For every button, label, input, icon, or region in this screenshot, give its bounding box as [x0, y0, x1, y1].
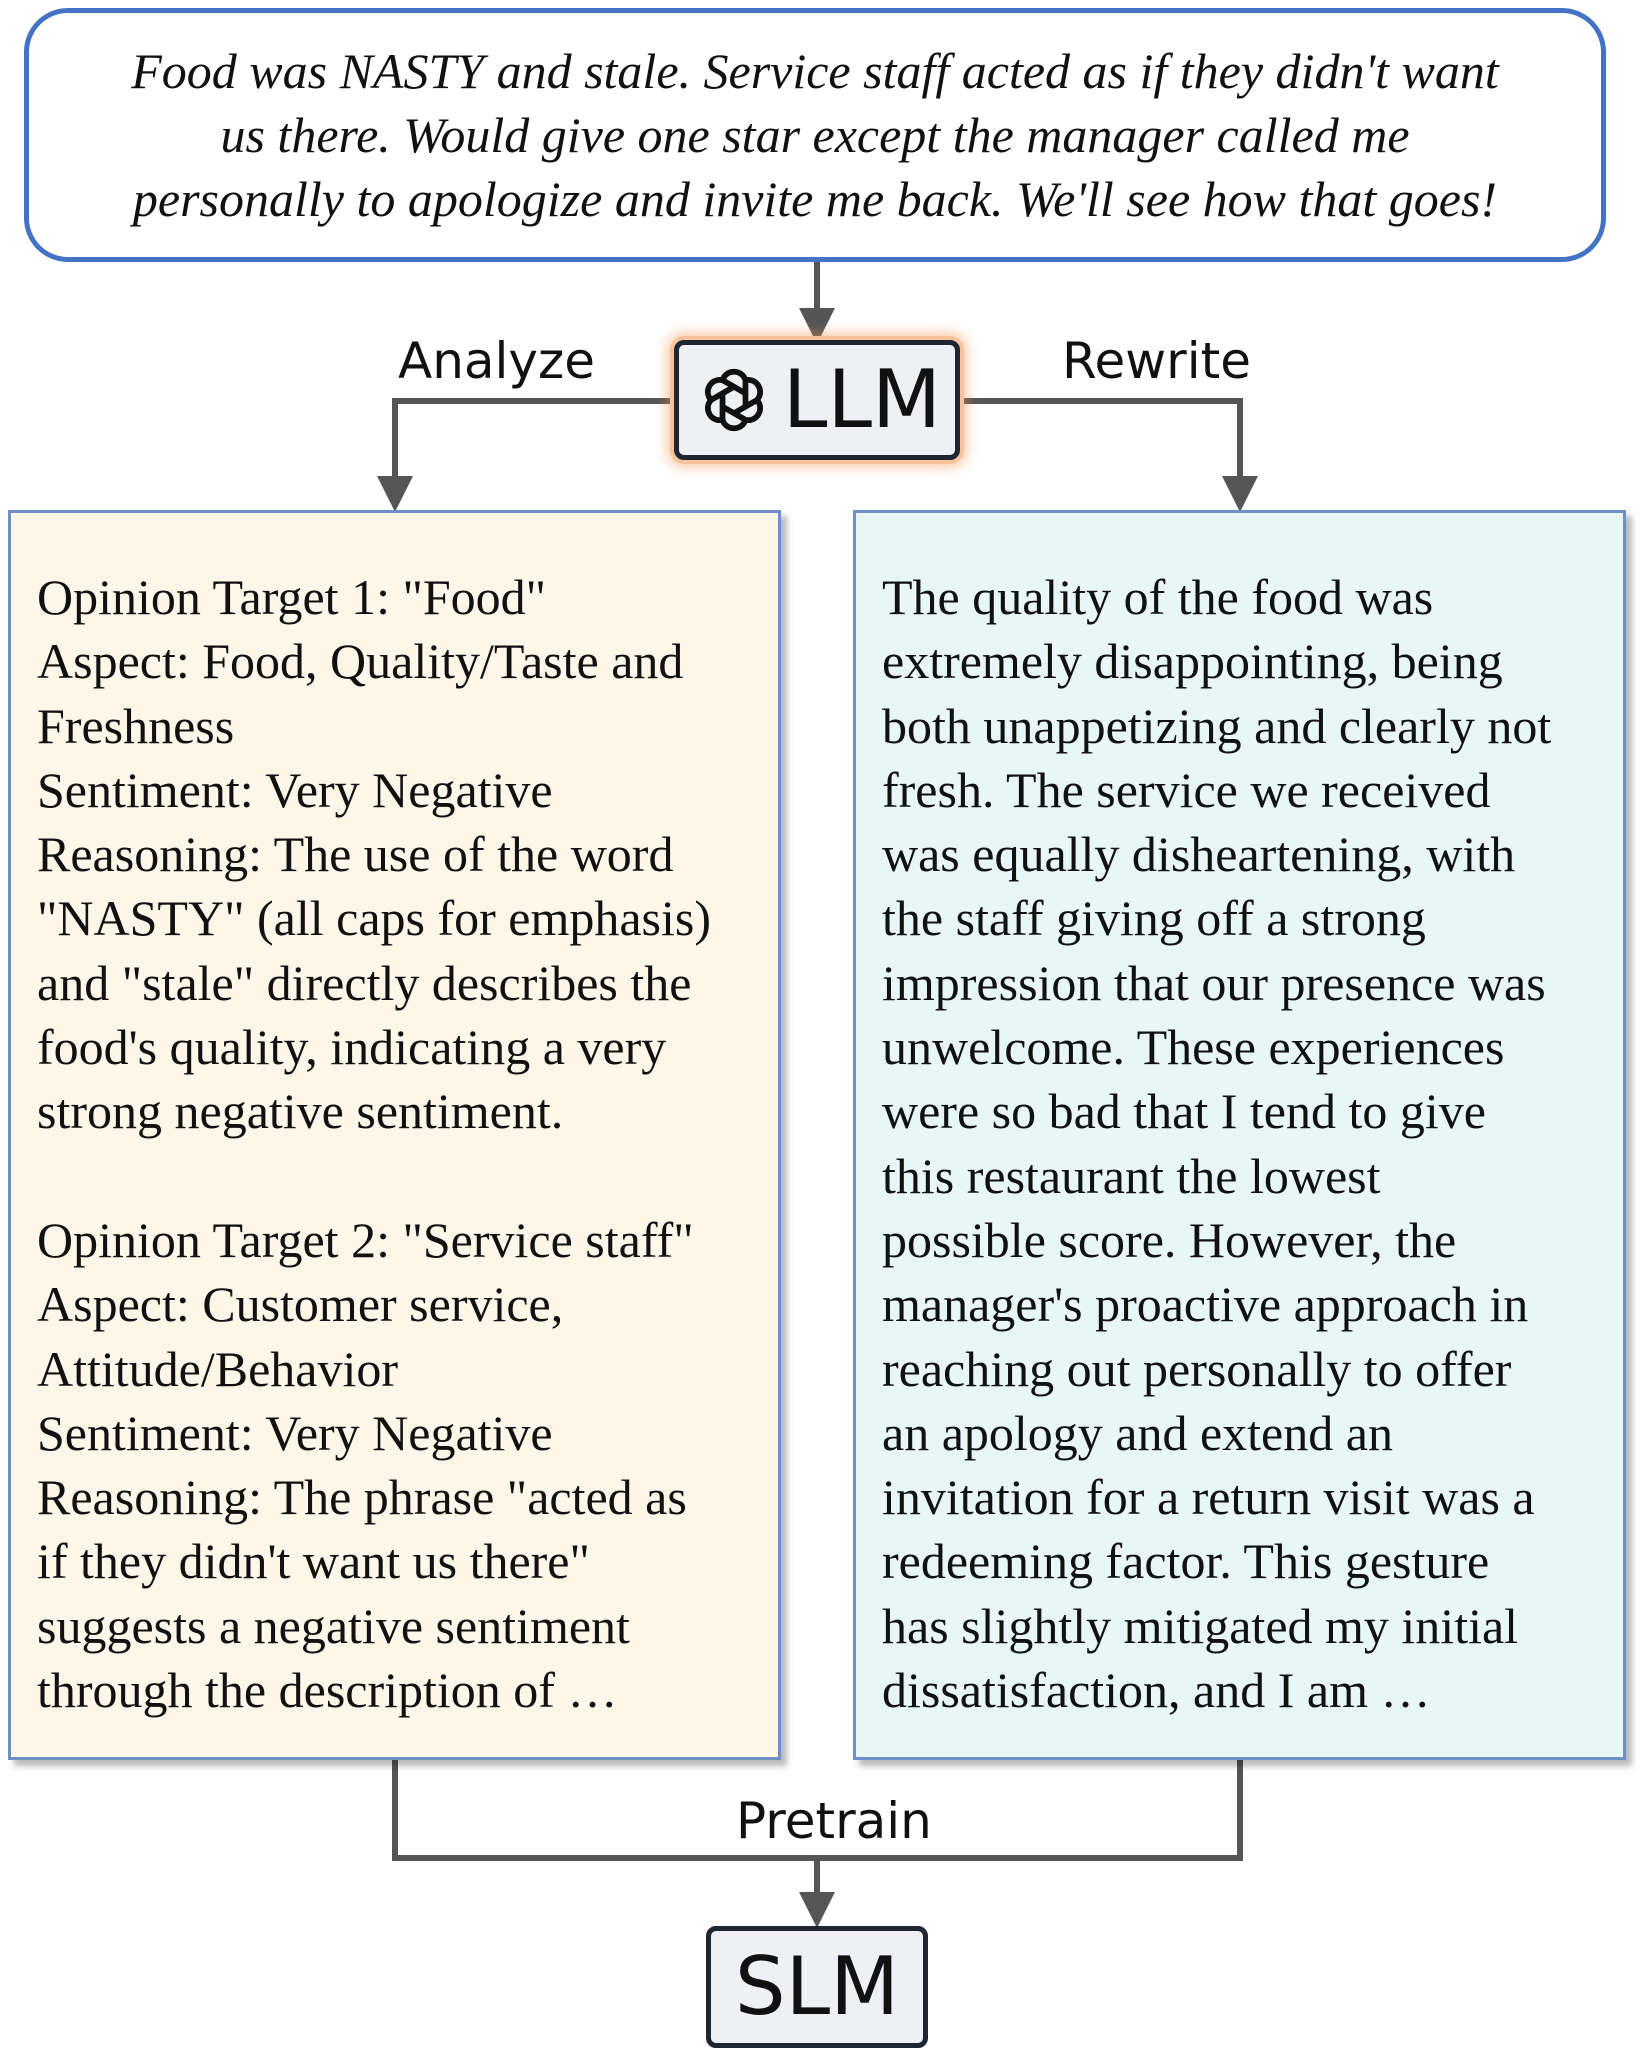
rewrite-line: an apology and extend an [882, 1404, 1393, 1461]
analysis-line: Sentiment: Very Negative [37, 1404, 553, 1461]
llm-label: LLM [782, 353, 942, 446]
analysis-line: and "stale" directly describes the [37, 954, 692, 1011]
rewrite-arrow [964, 401, 1240, 506]
analysis-line: if they didn't want us there" [37, 1533, 590, 1590]
analysis-line: food's quality, indicating a very [37, 1019, 667, 1076]
rewrite-line: manager's proactive approach in [882, 1276, 1529, 1333]
openai-knot-icon [693, 359, 775, 441]
rewrite-line: this restaurant the lowest [882, 1147, 1381, 1204]
analysis-line: through the description of … [37, 1662, 618, 1719]
analysis-line: strong negative sentiment. [37, 1083, 564, 1140]
rewrite-line: was equally disheartening, with [882, 826, 1516, 883]
rewrite-line: reaching out personally to offer [882, 1340, 1512, 1397]
analysis-panel [8, 510, 781, 1760]
rewrite-line: fresh. The service we received [882, 761, 1491, 818]
analysis-line: Opinion Target 1: "Food" [37, 569, 547, 625]
review-line: personally to apologize and invite me back. We'll see how that goes! [132, 171, 1498, 227]
rewrite-line: has slightly mitigated my initial [882, 1597, 1519, 1654]
pretrain-label: Pretrain [736, 1792, 932, 1850]
analysis-line: Aspect: Customer service, [37, 1276, 564, 1333]
analysis-line: Aspect: Food, Quality/Taste and [37, 633, 684, 690]
analysis-line: Reasoning: The phrase "acted as [37, 1469, 687, 1526]
rewrite-panel [853, 510, 1626, 1760]
analysis-line: Opinion Target 2: "Service staff" [37, 1211, 694, 1268]
analysis-line: Reasoning: The use of the word [37, 826, 674, 883]
analyze-label: Analyze [398, 332, 596, 390]
review-line: us there. Would give one star except the manager called me [220, 107, 1410, 163]
slm-label: SLM [734, 1940, 900, 2033]
review-line: Food was NASTY and stale. Service staff acted as if they didn't want [131, 43, 1499, 99]
analysis-line: Freshness [37, 697, 235, 754]
rewrite-line: invitation for a return visit was a [882, 1469, 1535, 1526]
analysis-line: "NASTY" (all caps for emphasis) [37, 890, 711, 947]
rewrite-line: The quality of the food was [882, 569, 1434, 625]
rewrite-line: extremely disappointing, being [882, 633, 1503, 690]
analysis-line: Sentiment: Very Negative [37, 761, 553, 818]
analyze-arrow [395, 401, 670, 506]
rewrite-label: Rewrite [1062, 332, 1251, 390]
rewrite-line: dissatisfaction, and I am … [882, 1662, 1431, 1719]
rewrite-line: redeeming factor. This gesture [882, 1533, 1490, 1590]
rewrite-line: possible score. However, the [882, 1211, 1457, 1268]
rewrite-line: the staff giving off a strong [882, 890, 1426, 947]
analysis-line: Attitude/Behavior [37, 1340, 399, 1397]
rewrite-line: were so bad that I tend to give [882, 1083, 1486, 1140]
slm-node [706, 1926, 928, 2048]
analysis-line: suggests a negative sentiment [37, 1597, 630, 1654]
rewrite-line: both unappetizing and clearly not [882, 697, 1552, 754]
input-review-box [24, 8, 1606, 262]
rewrite-line: unwelcome. These experiences [882, 1019, 1505, 1076]
llm-node [674, 340, 960, 460]
input-review-text [91, 39, 1539, 231]
rewrite-line: impression that our presence was [882, 954, 1546, 1011]
paragraph-gap [37, 1144, 778, 1208]
